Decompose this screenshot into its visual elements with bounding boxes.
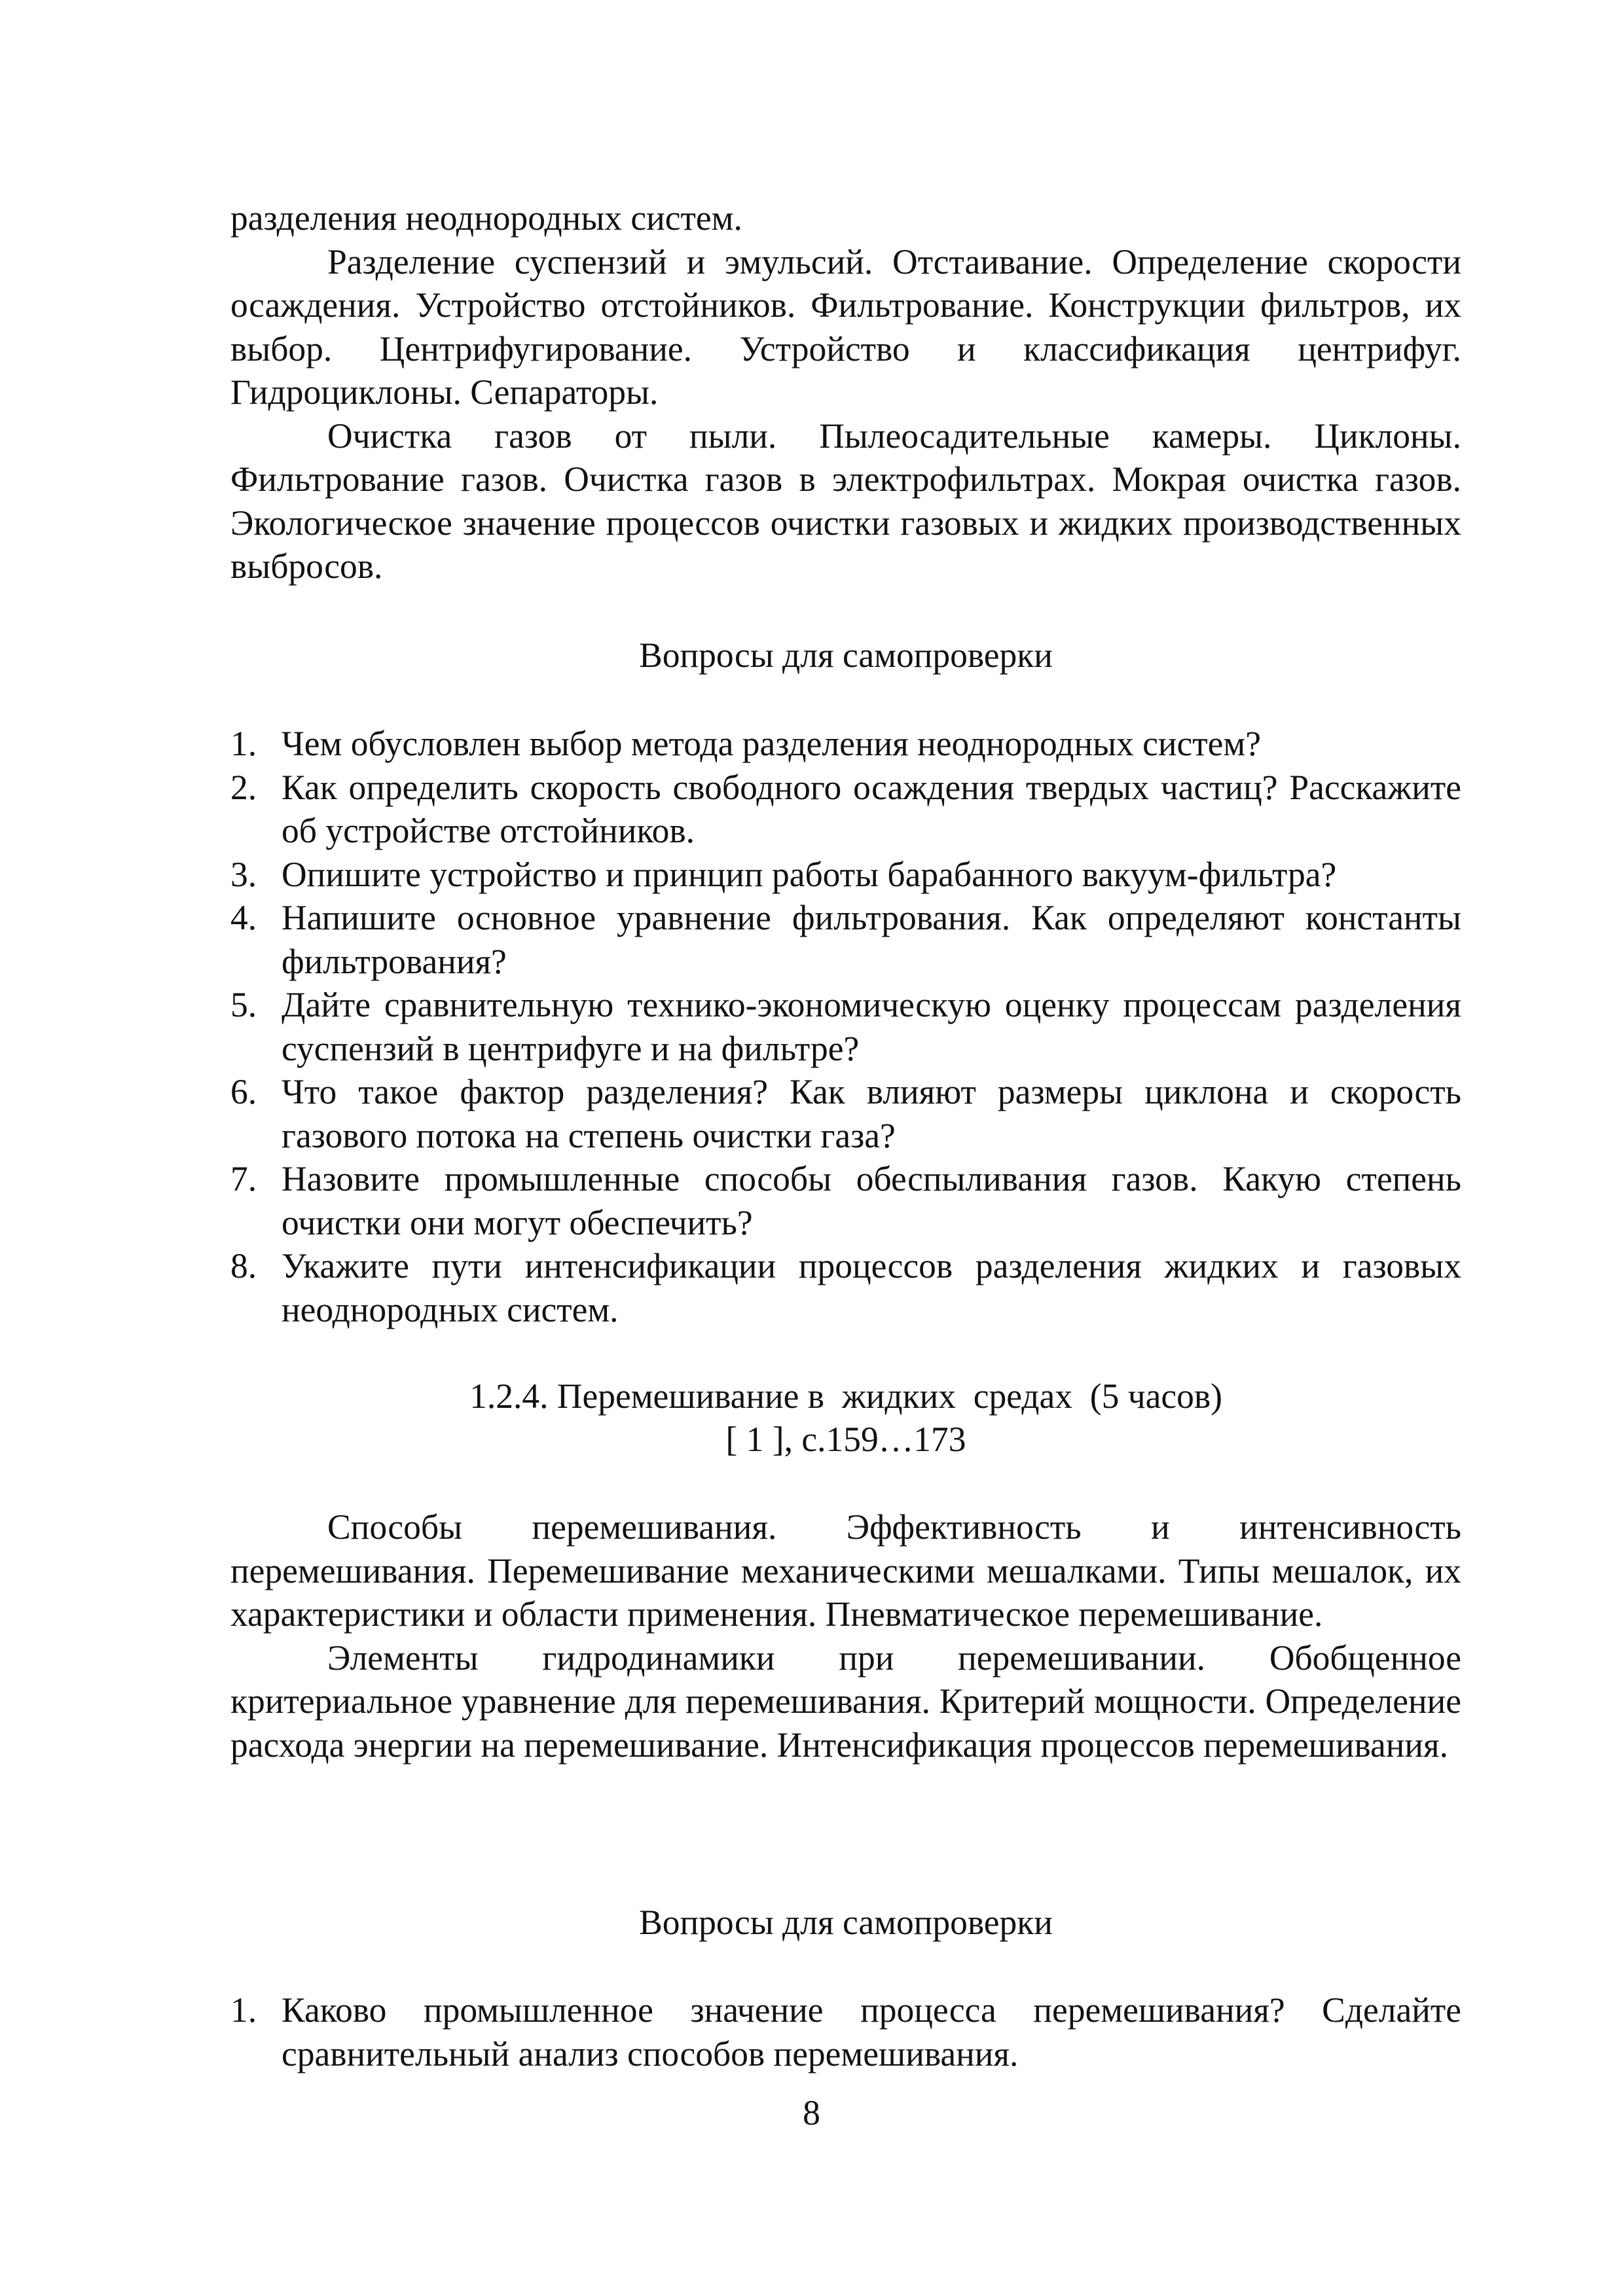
paragraph-mixing-methods: Способы перемешивания. Эффективность и интенсивность перемешивания. Перемешивание механическими мешалками. Типы мешалок, их характеристики и области применения. Пневматическое перемешивание.: [230, 1507, 1461, 1634]
item-number: 7.: [230, 1159, 257, 1198]
paragraph-suspensions: Разделение суспензий и эмульсий. Отстаивание. Определение скорости осаждения. Устройство отстойников. Фильтрование. Конструкции фильтров, их выбор. Центрифугирование. Устройство и классификация центрифуг. Гидроциклоны. Сепараторы.: [230, 242, 1461, 412]
item-number: 4.: [230, 898, 257, 937]
questions-heading-1: Вопросы для самопроверки: [639, 636, 1053, 675]
list-item: [230, 1244, 1461, 1331]
item-text: Напишите основное уравнение фильтрования. Как определяют константы фильтрования?: [282, 898, 1461, 981]
list-item: [230, 766, 1461, 853]
section-reference: [ 1 ], с.159…173: [725, 1420, 966, 1459]
questions-heading-2: Вопросы для самопроверки: [639, 1903, 1053, 1942]
list-item: [230, 722, 1461, 766]
paragraph-gas-cleaning: Очистка газов от пыли. Пылеосадительные камеры. Циклоны. Фильтрование газов. Очистка газов в электрофильтрах. Мокрая очистка газов. Экологическое значение процессов очистки газовых и жидких производственных выбросов.: [230, 416, 1461, 586]
item-number: 8.: [230, 1246, 257, 1285]
item-number: 5.: [230, 985, 257, 1024]
section-mixing-text: [230, 1505, 1461, 1767]
list-item: [230, 1070, 1461, 1157]
item-text: Как определить скорость свободного осаждения твердых частиц? Расскажите об устройстве отстойников.: [282, 767, 1461, 850]
item-number: 1.: [230, 1990, 257, 2030]
list-item: [230, 1157, 1461, 1244]
questions-list-1: [230, 722, 1461, 1331]
section-title-mixing: 1.2.4. Перемешивание в жидких средах (5 часов): [469, 1376, 1222, 1416]
page-number: 8: [803, 2093, 820, 2132]
item-text: Опишите устройство и принцип работы барабанного вакуум-фильтра?: [282, 854, 1337, 894]
section-separation-text: [230, 196, 1461, 588]
item-text: Назовите промышленные способы обеспыливания газов. Какую степень очистки они могут обеспечить?: [282, 1159, 1461, 1242]
questions-list-2: [230, 1988, 1461, 2075]
item-text: Дайте сравнительную технико-экономическую оценку процессам разделения суспензий в центрифуге и на фильтре?: [282, 985, 1461, 1068]
item-number: 3.: [230, 854, 257, 894]
list-item: [230, 1988, 1461, 2075]
item-text: Что такое фактор разделения? Как влияют размеры циклона и скорость газового потока на степень очистки газа?: [282, 1072, 1461, 1155]
list-item: [230, 853, 1461, 897]
item-number: 2.: [230, 767, 257, 807]
list-item: [230, 983, 1461, 1070]
item-text: Каково промышленное значение процесса перемешивания? Сделайте сравнительный анализ способов перемешивания.: [282, 1990, 1461, 2073]
item-number: 6.: [230, 1072, 257, 1111]
list-item: [230, 896, 1461, 983]
item-text: Чем обусловлен выбор метода разделения неоднородных систем?: [282, 724, 1261, 763]
item-text: Укажите пути интенсификации процессов разделения жидких и газовых неоднородных систем.: [282, 1246, 1461, 1329]
item-number: 1.: [230, 724, 257, 763]
paragraph-hydrodynamics: Элементы гидродинамики при перемешивании. Обобщенное критериальное уравнение для перемешивания. Критерий мощности. Определение расхода энергии на перемешивание. Интенсификация процессов перемешивания.: [230, 1638, 1461, 1765]
continuation-line: разделения неоднородных систем.: [230, 198, 742, 238]
